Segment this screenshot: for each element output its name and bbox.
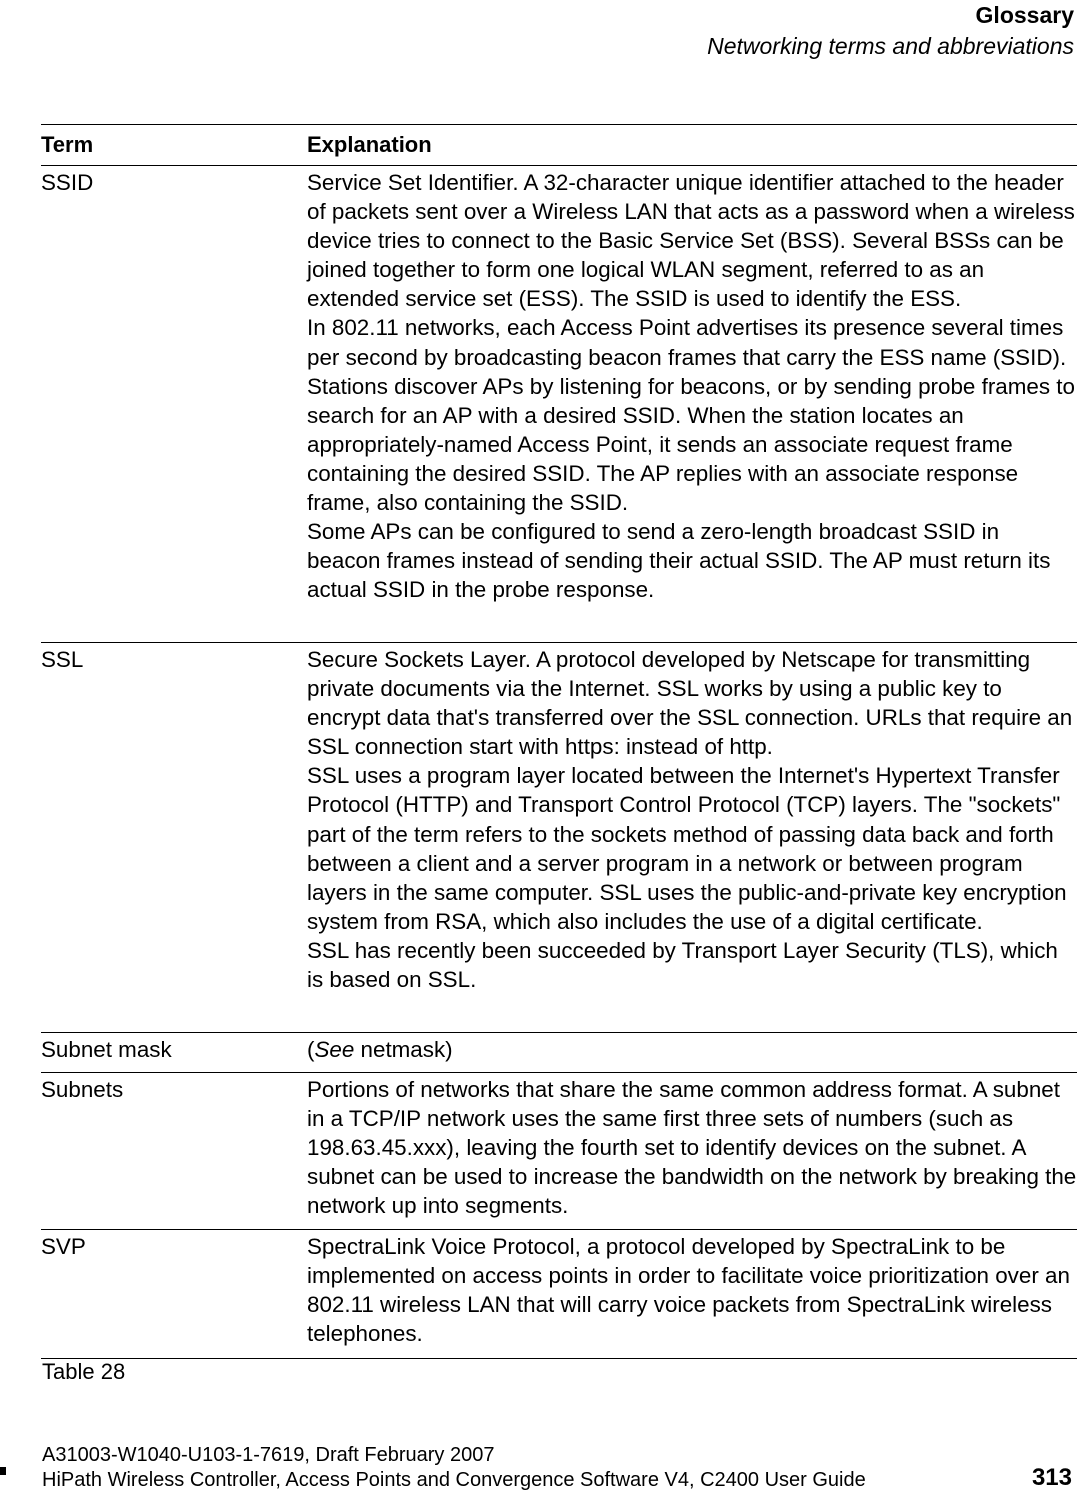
explanation-paragraph: SSL uses a program layer located between the Internet's Hypertext Transfer Protocol (HTTP) and Transport Control Protocol (TCP) layers. The "sockets" part of the term refers to the sockets method of passing data back and forth between a client and a server program in a network or between program layers in the same computer. SSL uses the public-and-private key encryption system from RSA, which also includes the use of a digital certificate. xyxy=(307,763,1067,934)
column-header-explanation: Explanation xyxy=(307,132,432,157)
explanation-paragraph: Portions of networks that share the same common address format. A subnet in a TCP/IP network uses the same first three sets of numbers (such as 198.63.45.xxx), leaving the fourth set to identify devices on the subnet. A subnet can be used to increase the bandwidth on the network by breaking the network up into segments. xyxy=(307,1077,1077,1219)
see-reference: See xyxy=(314,1037,355,1062)
product-title: HiPath Wireless Controller, Access Points and Convergence Software V4, C2400 User Guide xyxy=(42,1469,866,1491)
term-cell: Subnets xyxy=(41,1077,124,1102)
explanation-paragraph: Secure Sockets Layer. A protocol developed by Netscape for transmitting private documents via the Internet. SSL works by using a public key to encrypt data that's transferred over the SSL connection. URLs that require an SSL connection start with https: instead of http. xyxy=(307,647,1073,760)
table-row xyxy=(41,1073,1077,1230)
table-row xyxy=(41,1230,1077,1359)
explanation-cell xyxy=(307,643,1077,1032)
page-header xyxy=(707,0,1074,62)
term-cell: SSID xyxy=(41,170,94,195)
explanation-paragraph: Some APs can be configured to send a zero-length broadcast SSID in beacon frames instead of sending their actual SSID. The AP must return its actual SSID in the probe response. xyxy=(307,519,1051,603)
see-prefix: ( xyxy=(307,1037,315,1062)
term-cell: Subnet mask xyxy=(41,1037,172,1062)
term-cell: SVP xyxy=(41,1234,86,1259)
section-subtitle: Networking terms and abbreviations xyxy=(707,33,1074,59)
explanation-cell xyxy=(307,166,1077,642)
margin-mark xyxy=(0,1467,6,1475)
page-number: 313 xyxy=(1031,1464,1072,1491)
explanation-paragraph: Service Set Identifier. A 32-character unique identifier attached to the header of packets sent over a Wireless LAN that acts as a password when a wireless device tries to connect to the Basic Service Set (BSS). Several BSSs can be joined together to form one logical WLAN segment, referred to as an extended service set (ESS). The SSID is used to identify the ESS. xyxy=(307,170,1075,312)
explanation-cell xyxy=(307,1230,1077,1358)
explanation-paragraph: SpectraLink Voice Protocol, a protocol developed by SpectraLink to be implemented on access points in order to facilitate voice prioritization over an 802.11 wireless LAN that will carry voice packets from SpectraLink wireless telephones. xyxy=(307,1234,1070,1347)
explanation-cell xyxy=(307,1033,1077,1072)
explanation-paragraph: SSL has recently been succeeded by Transport Layer Security (TLS), which is based on SSL. xyxy=(307,937,1058,993)
explanation-cell xyxy=(307,1073,1077,1229)
term-cell: SSL xyxy=(41,647,84,672)
explanation-paragraph: In 802.11 networks, each Access Point advertises its presence several times per second by broadcasting beacon frames that carry the ESS name (SSID). Stations discover APs by listening for beacons, or by sending probe frames to search for an AP with a desired SSID. When the station locates an appropriately-named Access Point, it sends an associate request frame containing the desired SSID. The AP replies with an associate response frame, also containing the SSID. xyxy=(307,315,1075,516)
table-header xyxy=(41,125,1077,166)
table-row xyxy=(41,1033,1077,1073)
see-target: netmask) xyxy=(354,1037,453,1062)
document-id: A31003-W1040-U103-1-7619, Draft February 2007 xyxy=(42,1444,495,1466)
section-title: Glossary xyxy=(975,2,1074,28)
glossary-table xyxy=(41,124,1077,1359)
table-row xyxy=(41,643,1077,1033)
column-header-term: Term xyxy=(41,132,94,157)
page-footer xyxy=(0,1444,1078,1494)
table-row xyxy=(41,166,1077,643)
table-caption: Table 28 xyxy=(42,1359,126,1384)
